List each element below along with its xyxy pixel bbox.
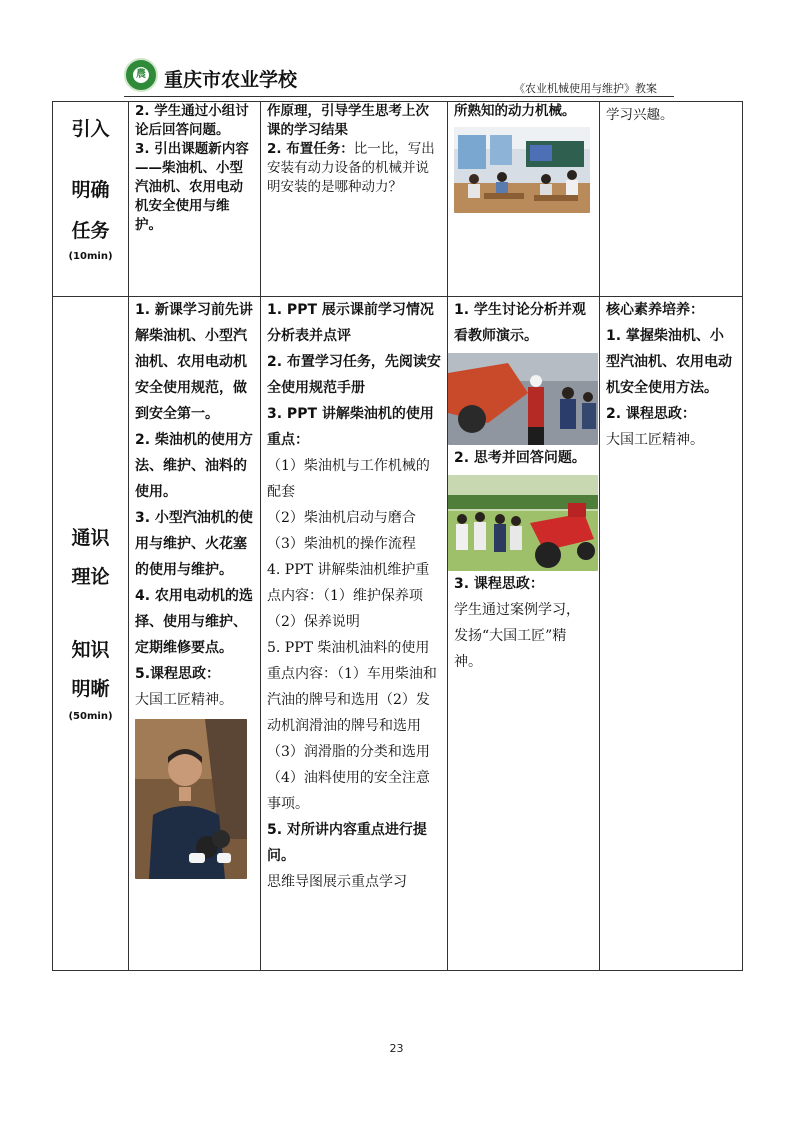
lesson-plan-table — [52, 101, 743, 971]
phase-time: (50min) — [68, 711, 113, 722]
phase-cell-theory — [53, 297, 129, 971]
intent-cell-intro — [600, 102, 743, 297]
teacher-item: 3. PPT 讲解柴油机的使用重点： — [267, 406, 434, 448]
teacher-item-lead: 2. 布置任务： — [267, 141, 354, 157]
teacher-item: 5. PPT 柴油机油料的使用重点内容：（1）车用柴油和汽油的牌号和选用（2）发动机润滑油的牌号和选用（3）润滑脂的分类和选用（4）油料使用的安全注意事项。 — [267, 640, 437, 812]
school-logo — [124, 58, 158, 92]
teacher-item: 4. PPT 讲解柴油机维护重点内容：（1）维护保养项（2）保养说明 — [267, 562, 430, 630]
phase-label: 通识 — [71, 527, 110, 549]
content-item: 5.课程思政： — [135, 666, 221, 682]
course-title: 《农业机械使用与维护》教案 — [514, 82, 657, 95]
content-item: 2. 学生通过小组讨论后回答问题。 — [135, 103, 249, 138]
phase-label: 明晰 — [71, 678, 110, 700]
header-divider — [124, 96, 674, 97]
phase-label: 明确 — [71, 179, 110, 201]
intent-item: 学习兴趣。 — [606, 107, 674, 123]
phase-time: (10min) — [68, 251, 113, 262]
tractor-photo — [448, 475, 598, 571]
teacher-item: 5. 对所讲内容重点进行提问。 — [267, 822, 427, 864]
teacher-item: （3）柴油机的操作流程 — [267, 536, 416, 552]
teacher-cell-intro — [261, 102, 448, 297]
intent-title: 核心素养培养： — [606, 302, 704, 318]
craftsman-photo — [135, 719, 247, 879]
phase-label: 知识 — [71, 639, 110, 661]
content-cell-intro — [129, 102, 261, 297]
phase-label: 任务 — [71, 220, 110, 242]
page-number: 23 — [389, 1042, 404, 1055]
student-item: 所熟知的动力机械。 — [454, 103, 576, 119]
page-header — [0, 0, 793, 102]
school-name: 重庆市农业学校 — [164, 69, 298, 91]
student-item: 2. 思考并回答问题。 — [454, 450, 586, 466]
intent-cell-theory — [600, 297, 743, 971]
phase-cell-intro — [53, 102, 129, 297]
content-tail: 大国工匠精神。 — [135, 692, 233, 708]
student-cell-theory — [448, 297, 600, 971]
teacher-item: 2. 布置学习任务，先阅读安全使用规范手册 — [267, 354, 441, 396]
student-item: 1. 学生讨论分析并观看教师演示。 — [454, 302, 586, 344]
teacher-item-tail: 比一比，写出安装有动力设备的机械并说明安装的是哪种动力？ — [267, 141, 435, 195]
classroom-photo — [454, 127, 590, 213]
student-cell-intro — [448, 102, 600, 297]
teacher-item: 1. PPT 展示课前学习情况分析表并点评 — [267, 302, 434, 344]
content-item: 3. 小型汽油机的使用与维护、火花塞的使用与维护。 — [135, 510, 253, 578]
school-logo-mark: 農 — [133, 67, 149, 83]
content-cell-theory — [129, 297, 261, 971]
teacher-item: （1）柴油机与工作机械的配套 — [267, 458, 430, 500]
table-row-theory — [53, 297, 743, 971]
phase-label: 引入 — [71, 118, 110, 140]
table-row-intro — [53, 102, 743, 297]
phase-label: 理论 — [71, 566, 110, 588]
teacher-item: 作原理，引导学生思考上次课的学习结果 — [267, 103, 429, 138]
demo-photo — [448, 353, 598, 445]
teacher-cell-theory — [261, 297, 448, 971]
intent-item: 1. 掌握柴油机、小型汽油机、农用电动机安全使用方法。 — [606, 328, 732, 396]
intent-tail: 大国工匠精神。 — [606, 432, 704, 448]
student-item: 3. 课程思政： — [454, 576, 544, 592]
content-item: 2. 柴油机的使用方法、维护、油料的使用。 — [135, 432, 253, 500]
teacher-item: （2）柴油机启动与磨合 — [267, 510, 416, 526]
intent-item: 2. 课程思政： — [606, 406, 696, 422]
content-item: 4. 农用电动机的选择、使用与维护、定期维修要点。 — [135, 588, 253, 656]
student-tail: 学生通过案例学习，发扬“大国工匠”精神。 — [454, 602, 580, 670]
teacher-item: 思维导图展示重点学习 — [267, 874, 407, 890]
content-item: 1. 新课学习前先讲解柴油机、小型汽油机、农用电动机安全使用规范，做到安全第一。 — [135, 302, 253, 422]
content-item: 3. 引出课题新内容——柴油机、小型汽油机、农用电动机安全使用与维护。 — [135, 141, 249, 233]
